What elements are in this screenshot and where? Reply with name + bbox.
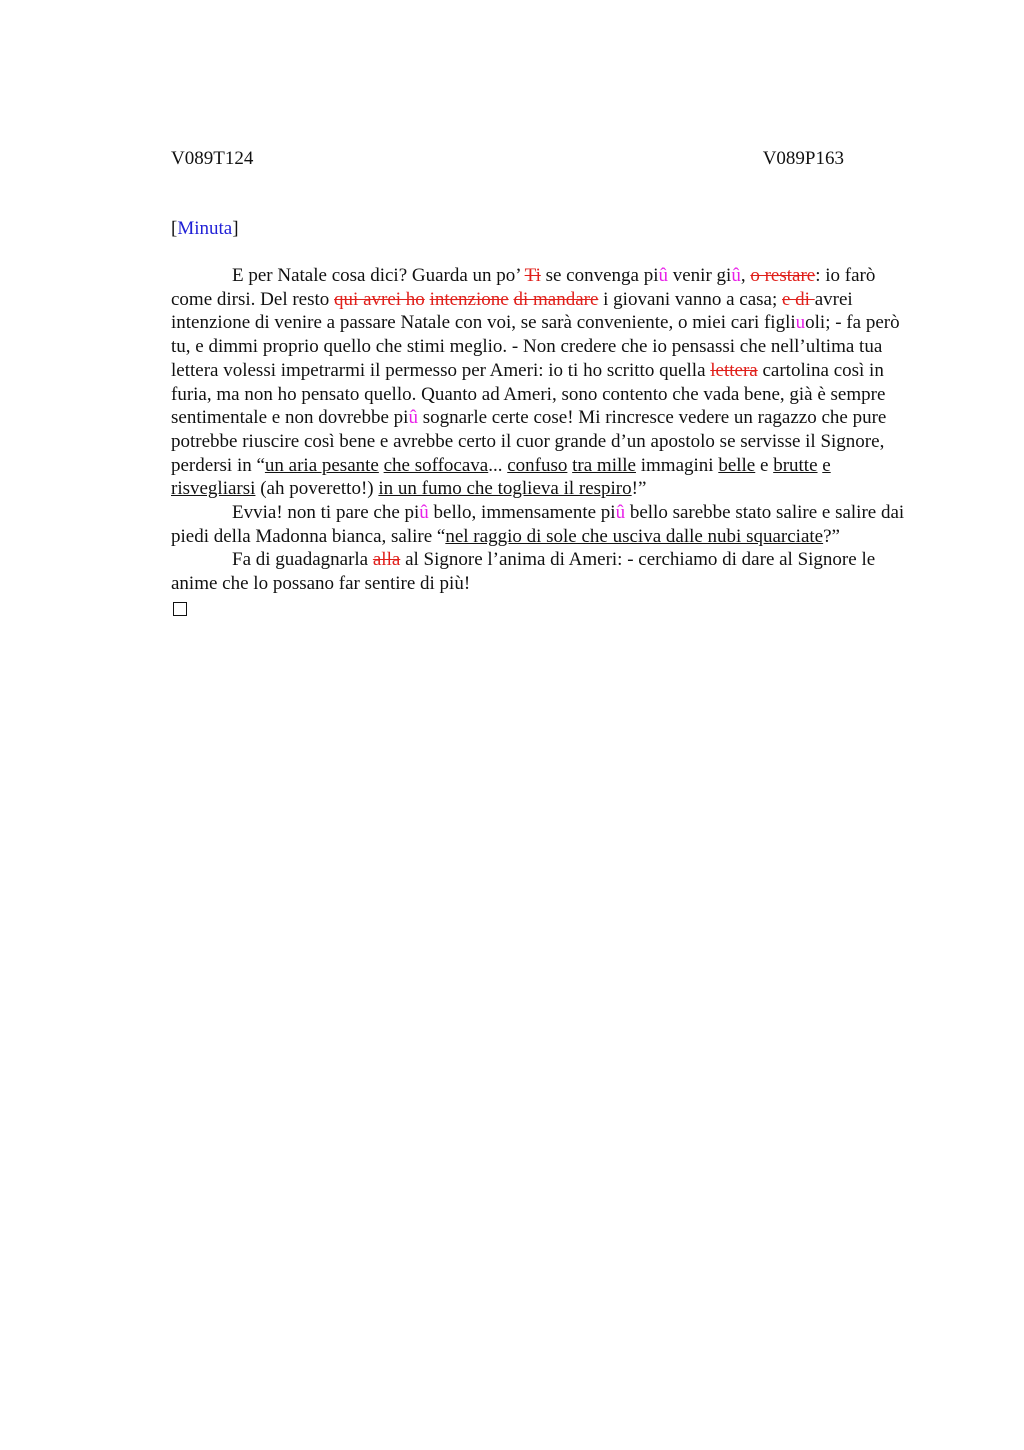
underlined-quote: che soffocava — [383, 454, 489, 476]
underlined-quote: in un fumo che toglieva il respiro — [378, 478, 632, 500]
inserted-text: û — [658, 265, 668, 286]
deleted-text: e di — [782, 288, 815, 310]
text-run: avrei intenzione di venire a passare Natale con voi, se sarà conveniente, o miei cari figli — [171, 288, 853, 334]
text-run: se convenga pi — [540, 265, 659, 286]
end-marker-box — [173, 602, 187, 616]
inserted-text: û — [731, 265, 741, 286]
text-run: !” — [631, 478, 647, 500]
text-run: cartolina così in furia, ma non ho pensato quello. Quanto ad Ameri, sono contento che vada bene, già è sempre sentimentale e non dovrebbe pi — [171, 359, 886, 429]
inserted-text: û — [615, 502, 626, 524]
text-run: e — [755, 454, 774, 476]
paragraph-3 — [171, 548, 919, 595]
text-run: sognarle certe cose! Mi rincresce vedere un ragazzo che pure potrebbe riuscire così bene e avrebbe certo il cuor grande d’un apostolo se servisse il Signore, perdersi in “ — [171, 407, 887, 476]
section-label — [171, 217, 919, 241]
section-bracket-close: ] — [232, 218, 239, 239]
text-run: , — [740, 265, 751, 286]
underlined-quote: confuso — [507, 454, 568, 476]
deleted-text: intenzione — [429, 288, 509, 310]
underlined-quote: tra mille — [572, 454, 636, 476]
inserted-text: û — [419, 502, 429, 524]
right-code: V089P163 — [762, 148, 844, 169]
inserted-text: û — [408, 407, 418, 429]
text-run: Fa di guadagnarla — [232, 549, 373, 571]
section-bracket-open: [ — [171, 218, 178, 239]
text-run: : io farò come dirsi. Del resto — [171, 265, 876, 310]
text-run: venir gi — [668, 265, 732, 286]
inserted-text: u — [795, 312, 806, 334]
underlined-quote: belle — [718, 454, 756, 476]
text-run: bello sarebbe stato salire e salire dai piedi della Madonna bianca, salire “ — [171, 502, 905, 547]
document-page — [171, 147, 919, 616]
text-run: E per Natale cosa dici? Guarda un po’ — [232, 265, 525, 286]
deleted-text: o restare — [750, 265, 816, 286]
deleted-text: Ti — [524, 265, 541, 286]
deleted-text: qui avrei ho — [334, 288, 425, 310]
text-run: ?” — [823, 525, 840, 547]
text-run: i giovani vanno a casa; — [598, 288, 782, 310]
document-header — [171, 147, 844, 171]
deleted-text: alla — [372, 549, 401, 571]
text-run: immagini — [635, 454, 719, 476]
text-run: bello, immensamente pi — [428, 502, 616, 524]
underlined-quote: brutte — [773, 454, 818, 476]
underlined-quote: un aria pesante — [264, 454, 379, 476]
left-code: V089T124 — [171, 148, 254, 169]
text-run: al Signore l’anima di Ameri: - cerchiamo di dare al Signore le anime che lo possano far sentire di più! — [171, 549, 876, 595]
letter-body — [171, 264, 919, 616]
text-run: oli; - fa però tu, e dimmi proprio quello che stimi meglio. - Non credere che io pensassi che nell’ultima tua lettera volessi impetrarmi il permesso per Ameri: io ti ho scritto quella — [171, 312, 900, 381]
deleted-text: di mandare — [513, 288, 599, 310]
text-run: Evvia! non ti pare che pi — [232, 502, 420, 524]
deleted-text: lettera — [710, 359, 758, 381]
text-run: (ah poveretto!) — [255, 478, 379, 500]
underlined-quote: nel raggio di sole che usciva dalle nubi squarciate — [445, 525, 824, 547]
underlined-quote: e risvegliarsi — [171, 454, 831, 500]
section-label-text: Minuta — [177, 218, 233, 239]
text-run: ... — [488, 454, 508, 476]
paragraph-2 — [171, 501, 919, 548]
paragraph-1 — [171, 264, 919, 501]
